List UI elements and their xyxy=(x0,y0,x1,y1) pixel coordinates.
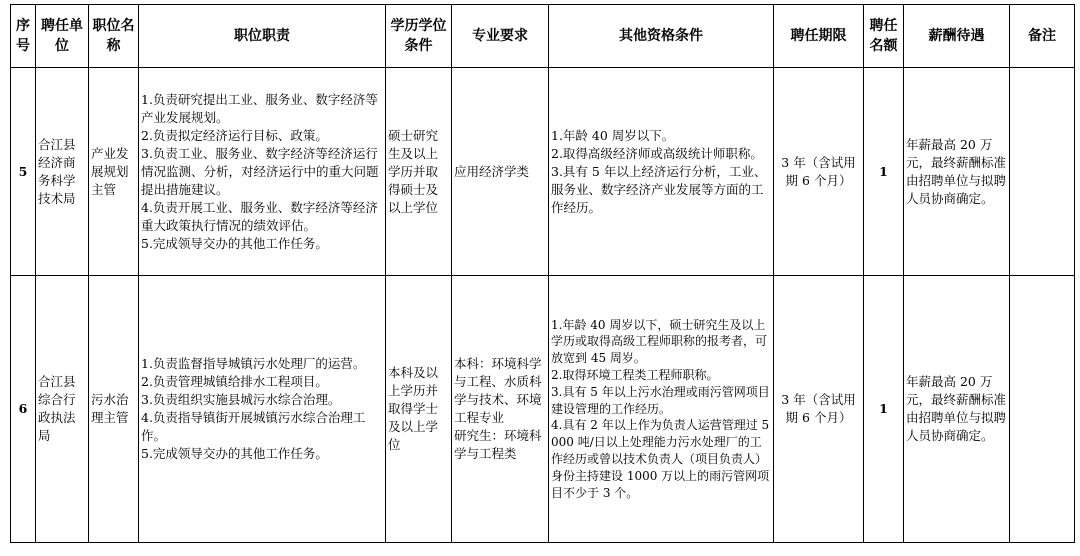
major-cell: 本科：环境科学与工程、水质科学与技术、环境工程专业 研究生：环境科学与工程类 xyxy=(452,276,549,543)
table-row xyxy=(11,276,1075,543)
duties-cell xyxy=(139,68,386,276)
header-seq: 序号 xyxy=(11,5,36,68)
requirement-item: 3.具有 5 年以上经济运行分析，工业、服务业、数字经济产业发展等方面的工作经历。 xyxy=(551,163,767,215)
table-row xyxy=(11,68,1075,276)
duty-item: 4.负责开展工业、服务业、数字经济等经济重大政策执行情况的绩效评估。 xyxy=(141,199,378,233)
education-cell: 本科及以上学历并取得学士及以上学位 xyxy=(386,276,452,543)
quota-cell: 1 xyxy=(864,276,904,543)
header-other: 其他资格条件 xyxy=(549,5,774,68)
remark-cell xyxy=(1010,68,1075,276)
term-cell: 3 年（含试用期 6 个月） xyxy=(774,68,864,276)
quota-cell: 1 xyxy=(864,68,904,276)
duty-item: 5.完成领导交办的其他工作任务。 xyxy=(141,446,328,461)
header-position: 职位名称 xyxy=(89,5,139,68)
duty-item: 2.负责管理城镇给排水工程项目。 xyxy=(141,374,328,389)
requirement-item: 2.取得环境工程类工程师职称。 xyxy=(551,368,719,382)
header-duties: 职位职责 xyxy=(139,5,386,68)
duty-item: 4.负责指导镇街开展城镇污水综合治理工作。 xyxy=(141,410,366,443)
position-cell: 污水治理主管 xyxy=(89,276,139,543)
other-cell xyxy=(549,68,774,276)
unit-cell: 合江县综合行政执法局 xyxy=(36,276,89,543)
salary-cell: 年薪最高 20 万元，最终薪酬标准由招聘单位与拟聘人员协商确定。 xyxy=(904,68,1010,276)
header-term: 聘任期限 xyxy=(774,5,864,68)
requirement-item: 3.具有 5 年以上污水治理或雨污管网项目建设管理的工作经历。 xyxy=(551,384,770,416)
duty-item: 1.负责监督指导城镇污水处理厂的运营。 xyxy=(141,356,366,371)
requirement-item: 4.具有 2 年以上作为负责人运营管理过 5000 吨/日以上处理能力污水处理厂的工作经历或曾以技术负责人（项目负责人）身份主持建设 1000 万以上的雨污管网项目不少于 3 个。 xyxy=(551,418,770,500)
seq-cell: 6 xyxy=(11,276,36,543)
duty-item: 1.负责研究提出工业、服务业、数字经济等产业发展规划。 xyxy=(141,91,378,125)
other-cell xyxy=(549,276,774,543)
education-cell: 硕士研究生及以上学历并取得硕士及以上学位 xyxy=(386,68,452,276)
duties-cell xyxy=(139,276,386,543)
salary-cell: 年薪最高 20 万元，最终薪酬标准由招聘单位与拟聘人员协商确定。 xyxy=(904,276,1010,543)
duty-item: 2.负责拟定经济运行目标、政策。 xyxy=(141,127,328,143)
header-quota: 聘任名额 xyxy=(864,5,904,68)
unit-cell: 合江县经济商务科学技术局 xyxy=(36,68,89,276)
term-cell: 3 年（含试用期 6 个月） xyxy=(774,276,864,543)
remark-cell xyxy=(1010,276,1075,543)
requirement-item: 2.取得高级经济师或高级统计师职称。 xyxy=(551,145,763,161)
header-unit: 聘任单位 xyxy=(36,5,89,68)
header-education: 学历学位条件 xyxy=(386,5,452,68)
header-row xyxy=(11,5,1075,68)
position-cell: 产业发展规划主管 xyxy=(89,68,139,276)
major-cell: 应用经济学类 xyxy=(452,68,549,276)
header-major: 专业要求 xyxy=(452,5,549,68)
header-remark: 备注 xyxy=(1010,5,1075,68)
duty-item: 3.负责组织实施县城污水综合治理。 xyxy=(141,392,341,407)
header-salary: 薪酬待遇 xyxy=(904,5,1010,68)
requirement-item: 1.年龄 40 周岁以下。 xyxy=(551,127,675,143)
requirement-item: 1.年龄 40 周岁以下，硕士研究生及以上学历或取得高级工程师职称的报考者，可放宽到 45 周岁。 xyxy=(551,317,768,366)
duty-item: 5.完成领导交办的其他工作任务。 xyxy=(141,235,328,251)
seq-cell: 5 xyxy=(11,68,36,276)
recruitment-table xyxy=(10,4,1075,543)
duty-item: 3.负责工业、服务业、数字经济等经济运行情况监测、分析，对经济运行中的重大问题提出措施建议。 xyxy=(141,145,379,197)
